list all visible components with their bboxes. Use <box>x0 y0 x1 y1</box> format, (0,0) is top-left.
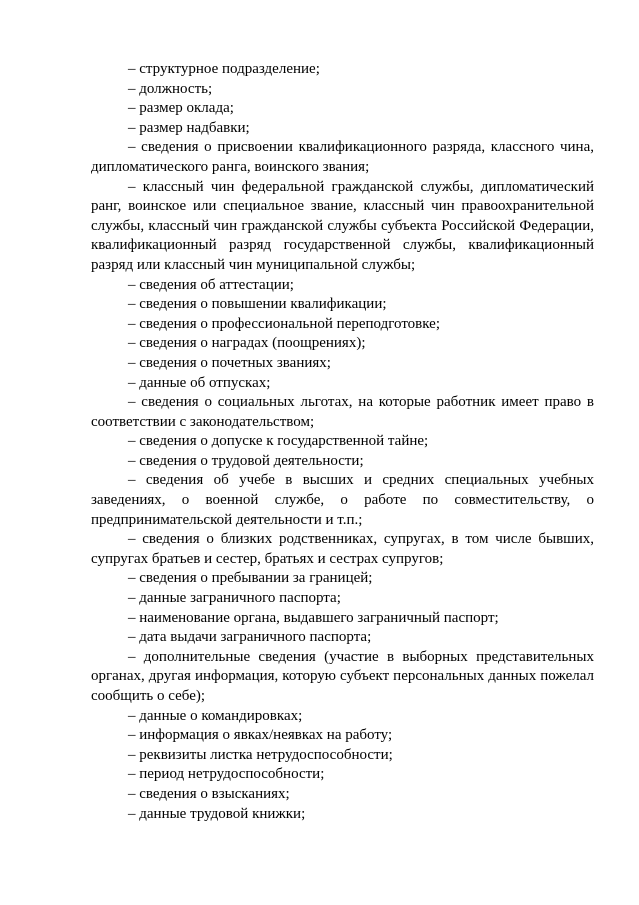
list-item: – данные трудовой книжки; <box>128 805 306 822</box>
list-item: – сведения о присвоении квалификационного разряда, классного чина, дипломатического ранга, воинского звания; <box>91 139 594 175</box>
list-item: – сведения о трудовой деятельности; <box>128 452 364 469</box>
list-item: – сведения о взысканиях; <box>128 785 290 802</box>
list-item: – структурное подразделение; <box>128 61 320 77</box>
list-item: – данные заграничного паспорта; <box>128 590 341 607</box>
list-item: – наименование органа, выдавшего заграничный паспорт; <box>128 609 499 626</box>
list-item: – сведения о профессиональной переподготовке; <box>128 315 441 332</box>
list-item: – информация о явках/неявках на работу; <box>128 727 393 744</box>
list-item: – сведения о наградах (поощрениях); <box>128 335 366 352</box>
document-page <box>91 60 594 824</box>
list-item: – сведения об учебе в высших и средних специальных учебных заведениях, о военной службе, о работе по совместительству, о предпринимательской деятельности и т.п.; <box>91 472 594 528</box>
list-item: – сведения о допуске к государственной тайне; <box>128 433 429 450</box>
list-item: – размер надбавки; <box>128 119 250 136</box>
list-item: – сведения о пребывании за границей; <box>128 570 373 587</box>
list-item: – размер оклада; <box>128 100 234 117</box>
list-item: – сведения о почетных званиях; <box>128 354 331 371</box>
list-item: – период нетрудоспособности; <box>128 766 325 783</box>
list-item: – данные о командировках; <box>128 707 303 724</box>
list-item: – классный чин федеральной гражданской службы, дипломатический ранг, воинское или специальное звание, классный чин правоохранительной службы, классный чин гражданской службы субъекта Российской Федерации, квалификационный разряд государственной службы, квалификационный разряд или классный чин муниципальной службы; <box>91 178 594 273</box>
list-item: – реквизиты листка нетрудоспособности; <box>128 746 393 763</box>
list-item: – сведения о повышении квалификации; <box>128 296 387 313</box>
list-item: – сведения о близких родственниках, супругах, в том числе бывших, супругах братьев и сестер, братьях и сестрах супругов; <box>91 531 594 567</box>
personal-data-list <box>91 60 594 824</box>
list-item: – сведения о социальных льготах, на которые работник имеет право в соответствии с законодательством; <box>91 394 594 430</box>
list-item: – данные об отпусках; <box>128 374 271 391</box>
list-item: – дата выдачи заграничного паспорта; <box>128 629 372 646</box>
list-item: – дополнительные сведения (участие в выборных представительных органах, другая информация, которую субъект персональных данных пожелал сообщить о себе); <box>91 648 594 704</box>
list-item: – сведения об аттестации; <box>128 276 294 293</box>
list-item: – должность; <box>128 80 213 97</box>
